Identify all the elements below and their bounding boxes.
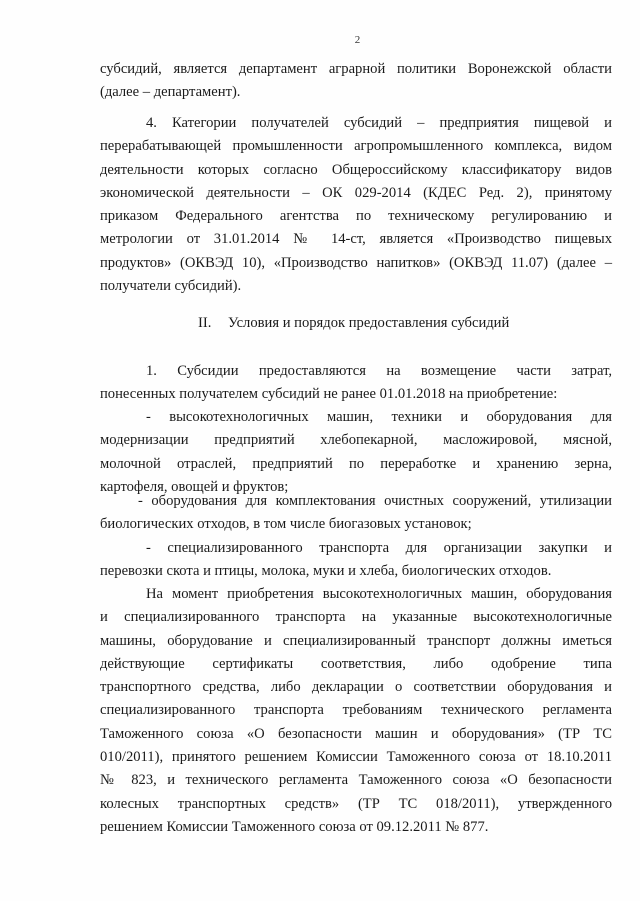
text-line: перерабатывающей промышленности агропромышленного комплекса, видом <box>100 138 612 155</box>
text-line: субсидий, является департамент аграрной политики Воронежской области <box>100 61 612 77</box>
text-line: специализированного транспорта требованиям технического регламента <box>100 702 612 719</box>
text-line: 1. Субсидии предоставляются на возмещение части затрат, <box>146 363 612 379</box>
text-line: 010/2011), принятого решением Комиссии Таможенного союза от 18.10.2011 <box>100 749 612 766</box>
text-line: - оборудования для комплектования очистных сооружений, утилизации <box>138 493 612 509</box>
section-numeral: II. <box>198 315 212 331</box>
text-line: молочной отраслей, предприятий по переработке и хранению зерна, <box>100 455 612 472</box>
list-item-bullet-1 <box>100 406 612 499</box>
paragraph-item-1 <box>100 360 612 407</box>
text-line: модернизации предприятий хлебопекарной, масложировой, мясной, <box>100 432 612 449</box>
page-number: 2 <box>354 34 361 46</box>
text-line: приказом Федерального агентства по техническому регулированию и <box>100 208 612 225</box>
text-line: № 823, и технического регламента Таможенного союза «О безопасности <box>100 772 612 789</box>
text-line: колесных транспортных средств» (ТР ТС 018/2011), утвержденного <box>100 795 612 812</box>
text-line: - высокотехнологичных машин, техники и оборудования для <box>146 409 612 425</box>
text-line: продуктов» (ОКВЭД 10), «Производство напитков» (ОКВЭД 11.07) (далее – <box>100 254 612 271</box>
text-line: получатели субсидий). <box>100 278 242 295</box>
paragraph-certification <box>100 583 612 839</box>
text-line: деятельности которых согласно Общероссийскому классификатору видов <box>100 161 612 178</box>
list-item-bullet-3 <box>100 537 612 584</box>
text-line: транспортного средства, либо декларации о соответствии оборудования и <box>100 679 612 696</box>
text-line: перевозки скота и птицы, молока, муки и хлеба, биологических отходов. <box>100 563 552 580</box>
paragraph-continuation <box>100 58 612 105</box>
text-line: понесенных получателем субсидий не ранее 01.01.2018 на приобретение: <box>100 386 558 403</box>
section-title: Условия и порядок предоставления субсидий <box>228 315 510 331</box>
text-line: экономической деятельности – ОК 029-2014 (КДЕС Ред. 2), принятому <box>100 184 612 201</box>
text-line: биологических отходов, в том числе биогазовых установок; <box>100 516 472 533</box>
list-item-bullet-2 <box>100 490 612 537</box>
text-line: картофеля, овощей и фруктов; <box>100 478 289 495</box>
text-line: Таможенного союза «О безопасности машин и оборудования» (ТР ТС <box>100 725 612 742</box>
text-line: 4. Категории получателей субсидий – предприятия пищевой и <box>146 115 612 131</box>
text-line: решением Комиссии Таможенного союза от 09.12.2011 № 877. <box>100 818 489 835</box>
text-line: - специализированного транспорта для организации закупки и <box>146 540 612 556</box>
text-line: (далее – департамент). <box>100 84 241 101</box>
text-line: метрологии от 31.01.2014 № 14-ст, является «Производство пищевых <box>100 231 612 248</box>
text-line: и специализированного транспорта на указанные высокотехнологичные <box>100 609 612 626</box>
text-line: машины, оборудование и специализированный транспорт должны иметься <box>100 632 612 649</box>
text-line: На момент приобретения высокотехнологичных машин, оборудования <box>146 586 612 602</box>
paragraph-item-4 <box>100 112 612 298</box>
text-line: действующие сертификаты соответствия, либо одобрение типа <box>100 655 612 672</box>
